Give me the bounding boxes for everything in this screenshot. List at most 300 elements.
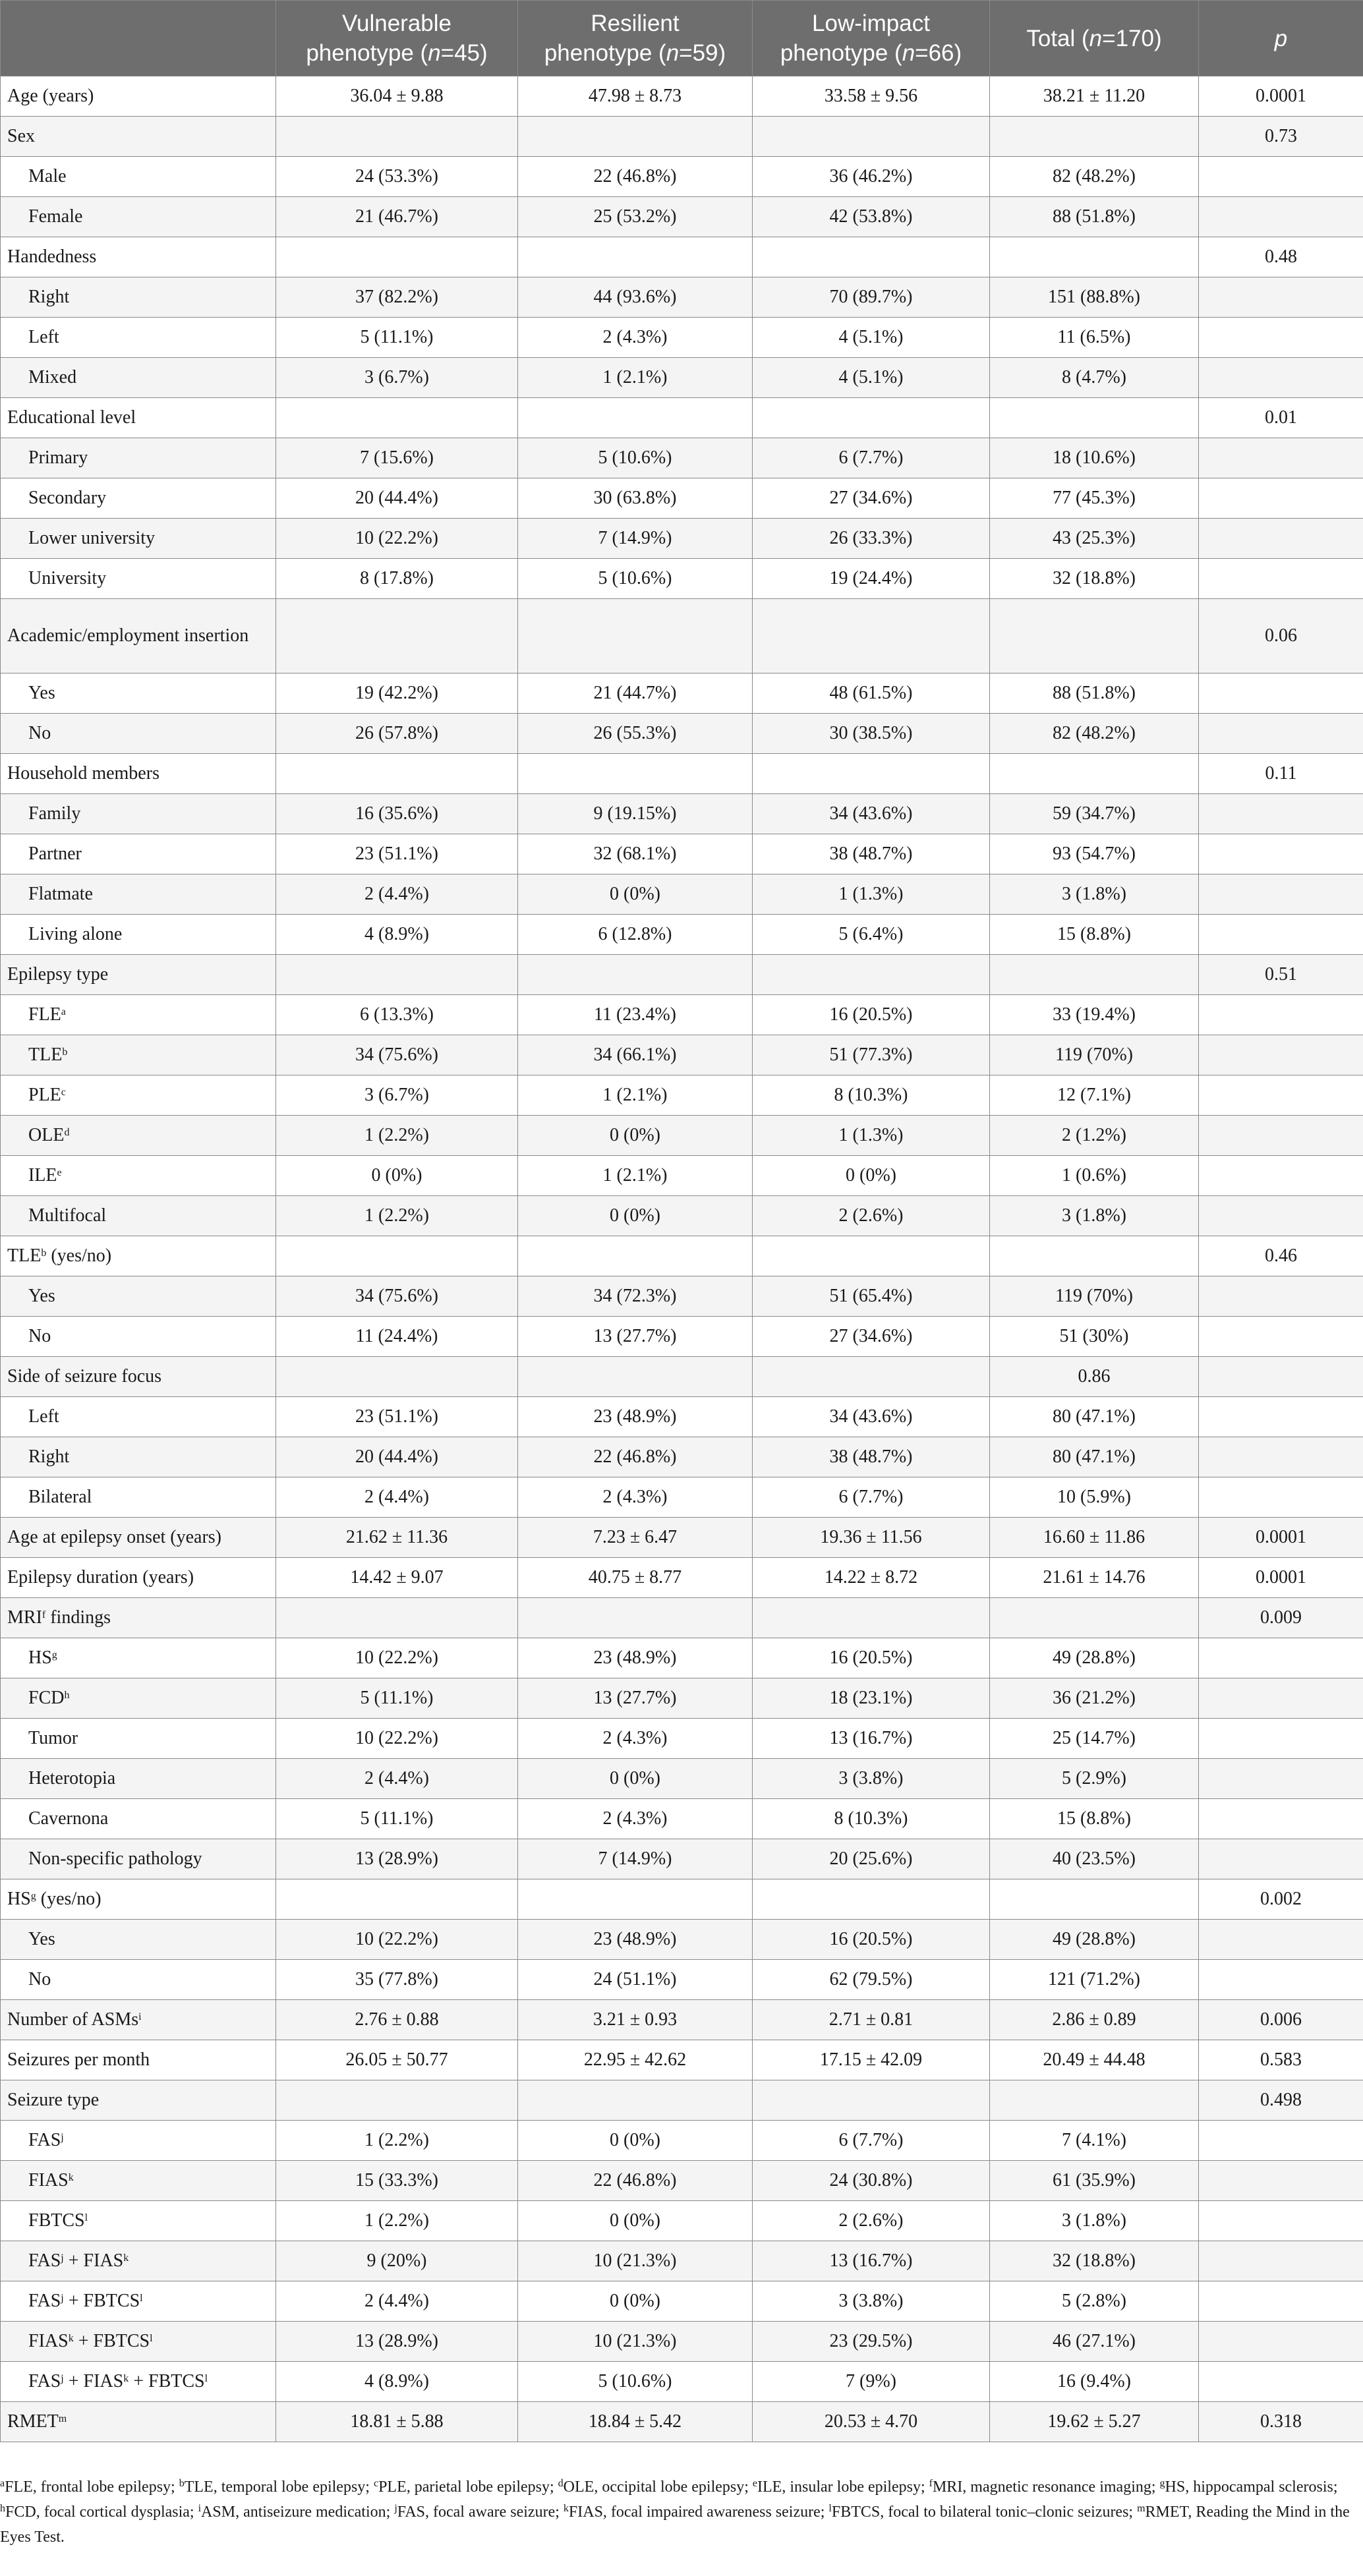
table-row bbox=[1, 2362, 1363, 2402]
low-impact-cell: 4 (5.1%) bbox=[753, 318, 990, 358]
total-cell: 15 (8.8%) bbox=[990, 915, 1199, 955]
p-value-cell bbox=[1199, 358, 1363, 398]
vulnerable-cell: 20 (44.4%) bbox=[276, 478, 518, 519]
vulnerable-cell: 1 (2.2%) bbox=[276, 2121, 518, 2161]
resilient-cell: 22 (46.8%) bbox=[518, 2161, 753, 2201]
row-label bbox=[1, 2362, 276, 2402]
resilient-cell: 23 (48.9%) bbox=[518, 1920, 753, 1960]
p-value-cell bbox=[1199, 1075, 1363, 1116]
p-value-cell bbox=[1199, 2161, 1363, 2201]
vulnerable-cell: 7 (15.6%) bbox=[276, 438, 518, 478]
row-label-text: University bbox=[28, 568, 107, 588]
low-impact-cell: 26 (33.3%) bbox=[753, 519, 990, 559]
p-value-cell bbox=[1199, 1035, 1363, 1075]
resilient-cell bbox=[518, 117, 753, 157]
row-label-text: No bbox=[28, 1326, 51, 1346]
p-value-cell bbox=[1199, 1719, 1363, 1759]
low-impact-cell: 48 (61.5%) bbox=[753, 673, 990, 714]
resilient-cell: 22 (46.8%) bbox=[518, 157, 753, 197]
footnote-sup: a bbox=[0, 2478, 5, 2489]
vulnerable-cell bbox=[276, 1357, 518, 1397]
low-impact-cell: 2 (2.6%) bbox=[753, 1196, 990, 1236]
p-value-cell bbox=[1199, 714, 1363, 754]
resilient-cell: 2 (4.3%) bbox=[518, 1799, 753, 1839]
p-value-cell bbox=[1199, 1196, 1363, 1236]
low-impact-cell: 16 (20.5%) bbox=[753, 1638, 990, 1678]
low-impact-cell: 7 (9%) bbox=[753, 2362, 990, 2402]
total-cell: 5 (2.8%) bbox=[990, 2281, 1199, 2322]
vulnerable-cell: 10 (22.2%) bbox=[276, 519, 518, 559]
p-value-cell bbox=[1199, 794, 1363, 834]
resilient-cell: 10 (21.3%) bbox=[518, 2241, 753, 2281]
row-label-text: HS bbox=[7, 1889, 31, 1909]
row-label-text: Primary bbox=[28, 447, 88, 468]
row-label bbox=[1, 117, 276, 157]
p-value-cell bbox=[1199, 2322, 1363, 2362]
table-row bbox=[1, 754, 1363, 794]
resilient-cell: 25 (53.2%) bbox=[518, 197, 753, 237]
total-cell: 32 (18.8%) bbox=[990, 559, 1199, 599]
total-cell: 80 (47.1%) bbox=[990, 1437, 1199, 1477]
table-row bbox=[1, 117, 1363, 157]
p-value-cell bbox=[1199, 1759, 1363, 1799]
low-impact-cell: 1 (1.3%) bbox=[753, 874, 990, 915]
row-label-text: Yes bbox=[28, 1286, 55, 1306]
table-row bbox=[1, 1920, 1363, 1960]
resilient-cell: 5 (10.6%) bbox=[518, 559, 753, 599]
row-label bbox=[1, 1156, 276, 1196]
total-cell bbox=[990, 1598, 1199, 1638]
total-cell: 121 (71.2%) bbox=[990, 1960, 1199, 2000]
table-row bbox=[1, 438, 1363, 478]
footnote-sup: c bbox=[373, 2478, 379, 2489]
row-label bbox=[1, 1397, 276, 1437]
resilient-cell: 34 (72.3%) bbox=[518, 1276, 753, 1317]
row-label-text-2: + FBTCS bbox=[63, 2291, 140, 2311]
table-row bbox=[1, 1598, 1363, 1638]
total-cell: 3 (1.8%) bbox=[990, 2201, 1199, 2241]
header-low-impact-n: n bbox=[902, 40, 915, 66]
vulnerable-cell: 15 (33.3%) bbox=[276, 2161, 518, 2201]
row-label bbox=[1, 76, 276, 117]
vulnerable-cell: 37 (82.2%) bbox=[276, 277, 518, 318]
p-value-cell bbox=[1199, 1317, 1363, 1357]
vulnerable-cell: 4 (8.9%) bbox=[276, 915, 518, 955]
low-impact-cell bbox=[753, 1357, 990, 1397]
resilient-cell bbox=[518, 2080, 753, 2121]
p-value-cell bbox=[1199, 1357, 1363, 1397]
low-impact-cell: 36 (46.2%) bbox=[753, 157, 990, 197]
table-row bbox=[1, 1678, 1363, 1719]
table-row bbox=[1, 834, 1363, 874]
p-value-cell: 0.46 bbox=[1199, 1236, 1363, 1276]
low-impact-cell: 27 (34.6%) bbox=[753, 478, 990, 519]
resilient-cell: 0 (0%) bbox=[518, 2281, 753, 2322]
table-row bbox=[1, 519, 1363, 559]
row-label-sup: k bbox=[68, 2333, 74, 2344]
low-impact-cell: 3 (3.8%) bbox=[753, 1759, 990, 1799]
p-value-cell bbox=[1199, 915, 1363, 955]
table-row bbox=[1, 2000, 1363, 2040]
row-label-sup: k bbox=[68, 2172, 74, 2183]
total-cell: 5 (2.9%) bbox=[990, 1759, 1199, 1799]
table-row bbox=[1, 2281, 1363, 2322]
p-value-cell bbox=[1199, 277, 1363, 318]
low-impact-cell: 42 (53.8%) bbox=[753, 197, 990, 237]
low-impact-cell: 6 (7.7%) bbox=[753, 438, 990, 478]
p-value-cell bbox=[1199, 559, 1363, 599]
vulnerable-cell: 2 (4.4%) bbox=[276, 1477, 518, 1518]
vulnerable-cell: 36.04 ± 9.88 bbox=[276, 76, 518, 117]
total-cell bbox=[990, 2080, 1199, 2121]
p-value-cell: 0.498 bbox=[1199, 2080, 1363, 2121]
row-label-sup-2: l bbox=[150, 2333, 153, 2344]
vulnerable-cell: 2.76 ± 0.88 bbox=[276, 2000, 518, 2040]
footnote-sup: h bbox=[0, 2503, 5, 2514]
row-label-text: Non-specific pathology bbox=[28, 1848, 202, 1869]
resilient-cell: 1 (2.1%) bbox=[518, 358, 753, 398]
row-label-text: Tumor bbox=[28, 1728, 78, 1748]
low-impact-cell: 5 (6.4%) bbox=[753, 915, 990, 955]
row-label-sup: b bbox=[41, 1247, 47, 1259]
low-impact-cell: 16 (20.5%) bbox=[753, 1920, 990, 1960]
table-row bbox=[1, 2040, 1363, 2080]
total-cell: 80 (47.1%) bbox=[990, 1397, 1199, 1437]
row-label-text: Multifocal bbox=[28, 1205, 107, 1226]
total-cell: 16 (9.4%) bbox=[990, 2362, 1199, 2402]
row-label bbox=[1, 2040, 276, 2080]
row-label bbox=[1, 1357, 276, 1397]
row-label-text: PLE bbox=[28, 1085, 61, 1105]
low-impact-cell bbox=[753, 754, 990, 794]
row-label bbox=[1, 915, 276, 955]
vulnerable-cell: 5 (11.1%) bbox=[276, 318, 518, 358]
row-label-sup: j bbox=[61, 2252, 64, 2264]
vulnerable-cell: 2 (4.4%) bbox=[276, 1759, 518, 1799]
row-label-text: FAS bbox=[28, 2371, 61, 2391]
resilient-cell: 3.21 ± 0.93 bbox=[518, 2000, 753, 2040]
row-label-text-2: findings bbox=[45, 1607, 111, 1628]
footnote-text: HS, hippocampal sclerosis; bbox=[1165, 2478, 1338, 2496]
row-label-sup: e bbox=[57, 1167, 62, 1178]
footnote-text: OLE, occipital lobe epilepsy; bbox=[563, 2478, 753, 2496]
table-row bbox=[1, 2201, 1363, 2241]
p-value-cell bbox=[1199, 1437, 1363, 1477]
row-label-text: TLE bbox=[7, 1245, 42, 1266]
header-low-impact-line1: Low-impact bbox=[812, 11, 930, 36]
resilient-cell: 26 (55.3%) bbox=[518, 714, 753, 754]
resilient-cell: 47.98 ± 8.73 bbox=[518, 76, 753, 117]
low-impact-cell: 19.36 ± 11.56 bbox=[753, 1518, 990, 1558]
row-label bbox=[1, 398, 276, 438]
row-label-text: Left bbox=[28, 327, 59, 347]
resilient-cell bbox=[518, 1598, 753, 1638]
table-row bbox=[1, 1719, 1363, 1759]
low-impact-cell bbox=[753, 117, 990, 157]
row-label-text: FIAS bbox=[28, 2331, 69, 2351]
vulnerable-cell: 1 (2.2%) bbox=[276, 1116, 518, 1156]
header-p bbox=[1199, 1, 1363, 76]
p-value-cell bbox=[1199, 2201, 1363, 2241]
table-row bbox=[1, 1638, 1363, 1678]
row-label bbox=[1, 1035, 276, 1075]
row-label bbox=[1, 1477, 276, 1518]
table-row bbox=[1, 955, 1363, 995]
resilient-cell: 2 (4.3%) bbox=[518, 1719, 753, 1759]
p-value-cell: 0.01 bbox=[1199, 398, 1363, 438]
row-label-text: Sex bbox=[7, 126, 35, 146]
row-label bbox=[1, 1196, 276, 1236]
table-row bbox=[1, 714, 1363, 754]
resilient-cell bbox=[518, 599, 753, 673]
p-value-cell bbox=[1199, 834, 1363, 874]
p-value-cell: 0.51 bbox=[1199, 955, 1363, 995]
vulnerable-cell bbox=[276, 237, 518, 277]
row-label bbox=[1, 955, 276, 995]
row-label-text: FAS bbox=[28, 2291, 61, 2311]
table-row bbox=[1, 1518, 1363, 1558]
row-label bbox=[1, 794, 276, 834]
row-label-text-2: + FIAS bbox=[63, 2371, 124, 2391]
resilient-cell: 13 (27.7%) bbox=[518, 1678, 753, 1719]
total-cell: 43 (25.3%) bbox=[990, 519, 1199, 559]
low-impact-cell: 16 (20.5%) bbox=[753, 995, 990, 1035]
row-label-text: Age (years) bbox=[7, 86, 94, 106]
total-cell: 20.49 ± 44.48 bbox=[990, 2040, 1199, 2080]
p-value-cell bbox=[1199, 1799, 1363, 1839]
low-impact-cell: 2 (2.6%) bbox=[753, 2201, 990, 2241]
row-label bbox=[1, 714, 276, 754]
vulnerable-cell: 21 (46.7%) bbox=[276, 197, 518, 237]
row-label-text-2: (yes/no) bbox=[46, 1245, 112, 1266]
vulnerable-cell bbox=[276, 2080, 518, 2121]
row-label bbox=[1, 2241, 276, 2281]
total-cell: 49 (28.8%) bbox=[990, 1920, 1199, 1960]
vulnerable-cell: 18.81 ± 5.88 bbox=[276, 2402, 518, 2442]
resilient-cell: 24 (51.1%) bbox=[518, 1960, 753, 2000]
p-value-cell bbox=[1199, 874, 1363, 915]
total-cell: 18 (10.6%) bbox=[990, 438, 1199, 478]
vulnerable-cell: 23 (51.1%) bbox=[276, 1397, 518, 1437]
row-label bbox=[1, 277, 276, 318]
p-value-cell bbox=[1199, 478, 1363, 519]
vulnerable-cell bbox=[276, 117, 518, 157]
row-label-text-2: + FIAS bbox=[63, 2250, 124, 2271]
low-impact-cell: 24 (30.8%) bbox=[753, 2161, 990, 2201]
row-label-text: FBTCS bbox=[28, 2210, 85, 2231]
p-value-cell bbox=[1199, 1276, 1363, 1317]
vulnerable-cell: 20 (44.4%) bbox=[276, 1437, 518, 1477]
footnote-text: PLE, parietal lobe epilepsy; bbox=[378, 2478, 558, 2496]
table-row bbox=[1, 478, 1363, 519]
row-label-sup: h bbox=[64, 1690, 70, 1701]
row-label-text: MRI bbox=[7, 1607, 42, 1628]
total-cell bbox=[990, 1236, 1199, 1276]
vulnerable-cell: 34 (75.6%) bbox=[276, 1276, 518, 1317]
total-cell: 151 (88.8%) bbox=[990, 277, 1199, 318]
row-label-sup: m bbox=[58, 2413, 67, 2424]
resilient-cell: 5 (10.6%) bbox=[518, 2362, 753, 2402]
low-impact-cell: 6 (7.7%) bbox=[753, 2121, 990, 2161]
row-label-text: Yes bbox=[28, 683, 55, 703]
table-row bbox=[1, 1236, 1363, 1276]
total-cell: 49 (28.8%) bbox=[990, 1638, 1199, 1678]
p-value-cell bbox=[1199, 1678, 1363, 1719]
p-value-cell bbox=[1199, 519, 1363, 559]
table-row bbox=[1, 1960, 1363, 2000]
row-label bbox=[1, 519, 276, 559]
row-label-text: Seizure type bbox=[7, 2090, 100, 2110]
table-body bbox=[1, 76, 1363, 2442]
table-row bbox=[1, 1075, 1363, 1116]
table-row bbox=[1, 1558, 1363, 1598]
total-cell: 36 (21.2%) bbox=[990, 1678, 1199, 1719]
footnote-sup: f bbox=[929, 2478, 933, 2489]
footnote-sup: i bbox=[198, 2503, 202, 2514]
table-row bbox=[1, 874, 1363, 915]
vulnerable-cell: 1 (2.2%) bbox=[276, 1196, 518, 1236]
footnote-text: TLE, temporal lobe epilepsy; bbox=[184, 2478, 374, 2496]
table-row bbox=[1, 358, 1363, 398]
row-label-text: Seizures per month bbox=[7, 2049, 150, 2070]
vulnerable-cell: 10 (22.2%) bbox=[276, 1920, 518, 1960]
row-label bbox=[1, 1518, 276, 1558]
low-impact-cell: 70 (89.7%) bbox=[753, 277, 990, 318]
row-label bbox=[1, 358, 276, 398]
vulnerable-cell bbox=[276, 955, 518, 995]
footnote-text: ILE, insular lobe epilepsy; bbox=[757, 2478, 929, 2496]
low-impact-cell bbox=[753, 1879, 990, 1920]
p-value-cell bbox=[1199, 438, 1363, 478]
vulnerable-cell: 24 (53.3%) bbox=[276, 157, 518, 197]
row-label bbox=[1, 1075, 276, 1116]
p-value-cell: 0.11 bbox=[1199, 754, 1363, 794]
row-label-text: Left bbox=[28, 1406, 59, 1427]
low-impact-cell bbox=[753, 2080, 990, 2121]
vulnerable-cell bbox=[276, 398, 518, 438]
table-row bbox=[1, 2241, 1363, 2281]
total-cell: 77 (45.3%) bbox=[990, 478, 1199, 519]
total-cell: 46 (27.1%) bbox=[990, 2322, 1199, 2362]
row-label bbox=[1, 478, 276, 519]
p-value-cell bbox=[1199, 1920, 1363, 1960]
total-cell: 16.60 ± 11.86 bbox=[990, 1518, 1199, 1558]
total-cell: 38.21 ± 11.20 bbox=[990, 76, 1199, 117]
row-label bbox=[1, 237, 276, 277]
low-impact-cell bbox=[753, 599, 990, 673]
vulnerable-cell bbox=[276, 1598, 518, 1638]
table-row bbox=[1, 673, 1363, 714]
footnote-text: FCD, focal cortical dysplasia; bbox=[5, 2504, 198, 2521]
row-label-sup: f bbox=[42, 1609, 46, 1620]
row-label-text: Female bbox=[28, 206, 83, 227]
row-label bbox=[1, 157, 276, 197]
p-value-cell bbox=[1199, 1156, 1363, 1196]
low-impact-cell: 18 (23.1%) bbox=[753, 1678, 990, 1719]
vulnerable-cell: 1 (2.2%) bbox=[276, 2201, 518, 2241]
resilient-cell bbox=[518, 955, 753, 995]
table-row bbox=[1, 794, 1363, 834]
row-label-sup: c bbox=[61, 1087, 66, 1098]
p-value-cell bbox=[1199, 197, 1363, 237]
resilient-cell bbox=[518, 398, 753, 438]
footnote-sup: g bbox=[1159, 2478, 1165, 2489]
low-impact-cell: 62 (79.5%) bbox=[753, 1960, 990, 2000]
vulnerable-cell: 26.05 ± 50.77 bbox=[276, 2040, 518, 2080]
row-label-text: Partner bbox=[28, 844, 82, 864]
vulnerable-cell: 3 (6.7%) bbox=[276, 358, 518, 398]
table-row bbox=[1, 2161, 1363, 2201]
footnote-sup: j bbox=[394, 2503, 397, 2514]
row-label-sup-2: k bbox=[123, 2252, 129, 2264]
header-row bbox=[1, 1, 1363, 76]
row-label-text: OLE bbox=[28, 1125, 65, 1145]
low-impact-cell: 51 (77.3%) bbox=[753, 1035, 990, 1075]
row-label-text: Academic/employment insertion bbox=[7, 625, 249, 646]
table-row bbox=[1, 1196, 1363, 1236]
table-row bbox=[1, 237, 1363, 277]
p-value-cell: 0.73 bbox=[1199, 117, 1363, 157]
total-cell: 10 (5.9%) bbox=[990, 1477, 1199, 1518]
low-impact-cell: 2.71 ± 0.81 bbox=[753, 2000, 990, 2040]
vulnerable-cell: 19 (42.2%) bbox=[276, 673, 518, 714]
row-label-text: Cavernona bbox=[28, 1808, 109, 1829]
resilient-cell: 18.84 ± 5.42 bbox=[518, 2402, 753, 2442]
total-cell: 59 (34.7%) bbox=[990, 794, 1199, 834]
resilient-cell: 0 (0%) bbox=[518, 874, 753, 915]
header-low-impact bbox=[753, 1, 990, 76]
p-value-cell: 0.318 bbox=[1199, 2402, 1363, 2442]
resilient-cell: 9 (19.15%) bbox=[518, 794, 753, 834]
row-label-sup-3: l bbox=[204, 2373, 208, 2384]
vulnerable-cell: 14.42 ± 9.07 bbox=[276, 1558, 518, 1598]
header-resilient-line2-post: =59) bbox=[679, 40, 726, 66]
total-cell: 7 (4.1%) bbox=[990, 2121, 1199, 2161]
low-impact-cell: 13 (16.7%) bbox=[753, 2241, 990, 2281]
resilient-cell: 6 (12.8%) bbox=[518, 915, 753, 955]
table-row bbox=[1, 2402, 1363, 2442]
total-cell bbox=[990, 1879, 1199, 1920]
p-value-cell: 0.002 bbox=[1199, 1879, 1363, 1920]
row-label bbox=[1, 2161, 276, 2201]
resilient-cell: 5 (10.6%) bbox=[518, 438, 753, 478]
low-impact-cell: 0 (0%) bbox=[753, 1156, 990, 1196]
low-impact-cell: 51 (65.4%) bbox=[753, 1276, 990, 1317]
resilient-cell: 7 (14.9%) bbox=[518, 519, 753, 559]
row-label bbox=[1, 1276, 276, 1317]
total-cell: 93 (54.7%) bbox=[990, 834, 1199, 874]
row-label bbox=[1, 1437, 276, 1477]
row-label-text: TLE bbox=[28, 1045, 63, 1065]
p-value-cell bbox=[1199, 318, 1363, 358]
resilient-cell: 34 (66.1%) bbox=[518, 1035, 753, 1075]
p-value-cell bbox=[1199, 1960, 1363, 2000]
row-label-text: Handedness bbox=[7, 246, 97, 267]
resilient-cell: 0 (0%) bbox=[518, 2121, 753, 2161]
row-label-text: No bbox=[28, 1969, 51, 1989]
total-cell: 19.62 ± 5.27 bbox=[990, 2402, 1199, 2442]
row-label bbox=[1, 1678, 276, 1719]
row-label-text: RMET bbox=[7, 2411, 59, 2432]
row-label bbox=[1, 874, 276, 915]
low-impact-cell: 38 (48.7%) bbox=[753, 1437, 990, 1477]
total-cell: 119 (70%) bbox=[990, 1035, 1199, 1075]
low-impact-cell bbox=[753, 237, 990, 277]
header-vulnerable-line1: Vulnerable bbox=[341, 11, 452, 36]
table-row bbox=[1, 915, 1363, 955]
footnote-text: FLE, frontal lobe epilepsy; bbox=[5, 2478, 179, 2496]
resilient-cell: 7 (14.9%) bbox=[518, 1839, 753, 1879]
